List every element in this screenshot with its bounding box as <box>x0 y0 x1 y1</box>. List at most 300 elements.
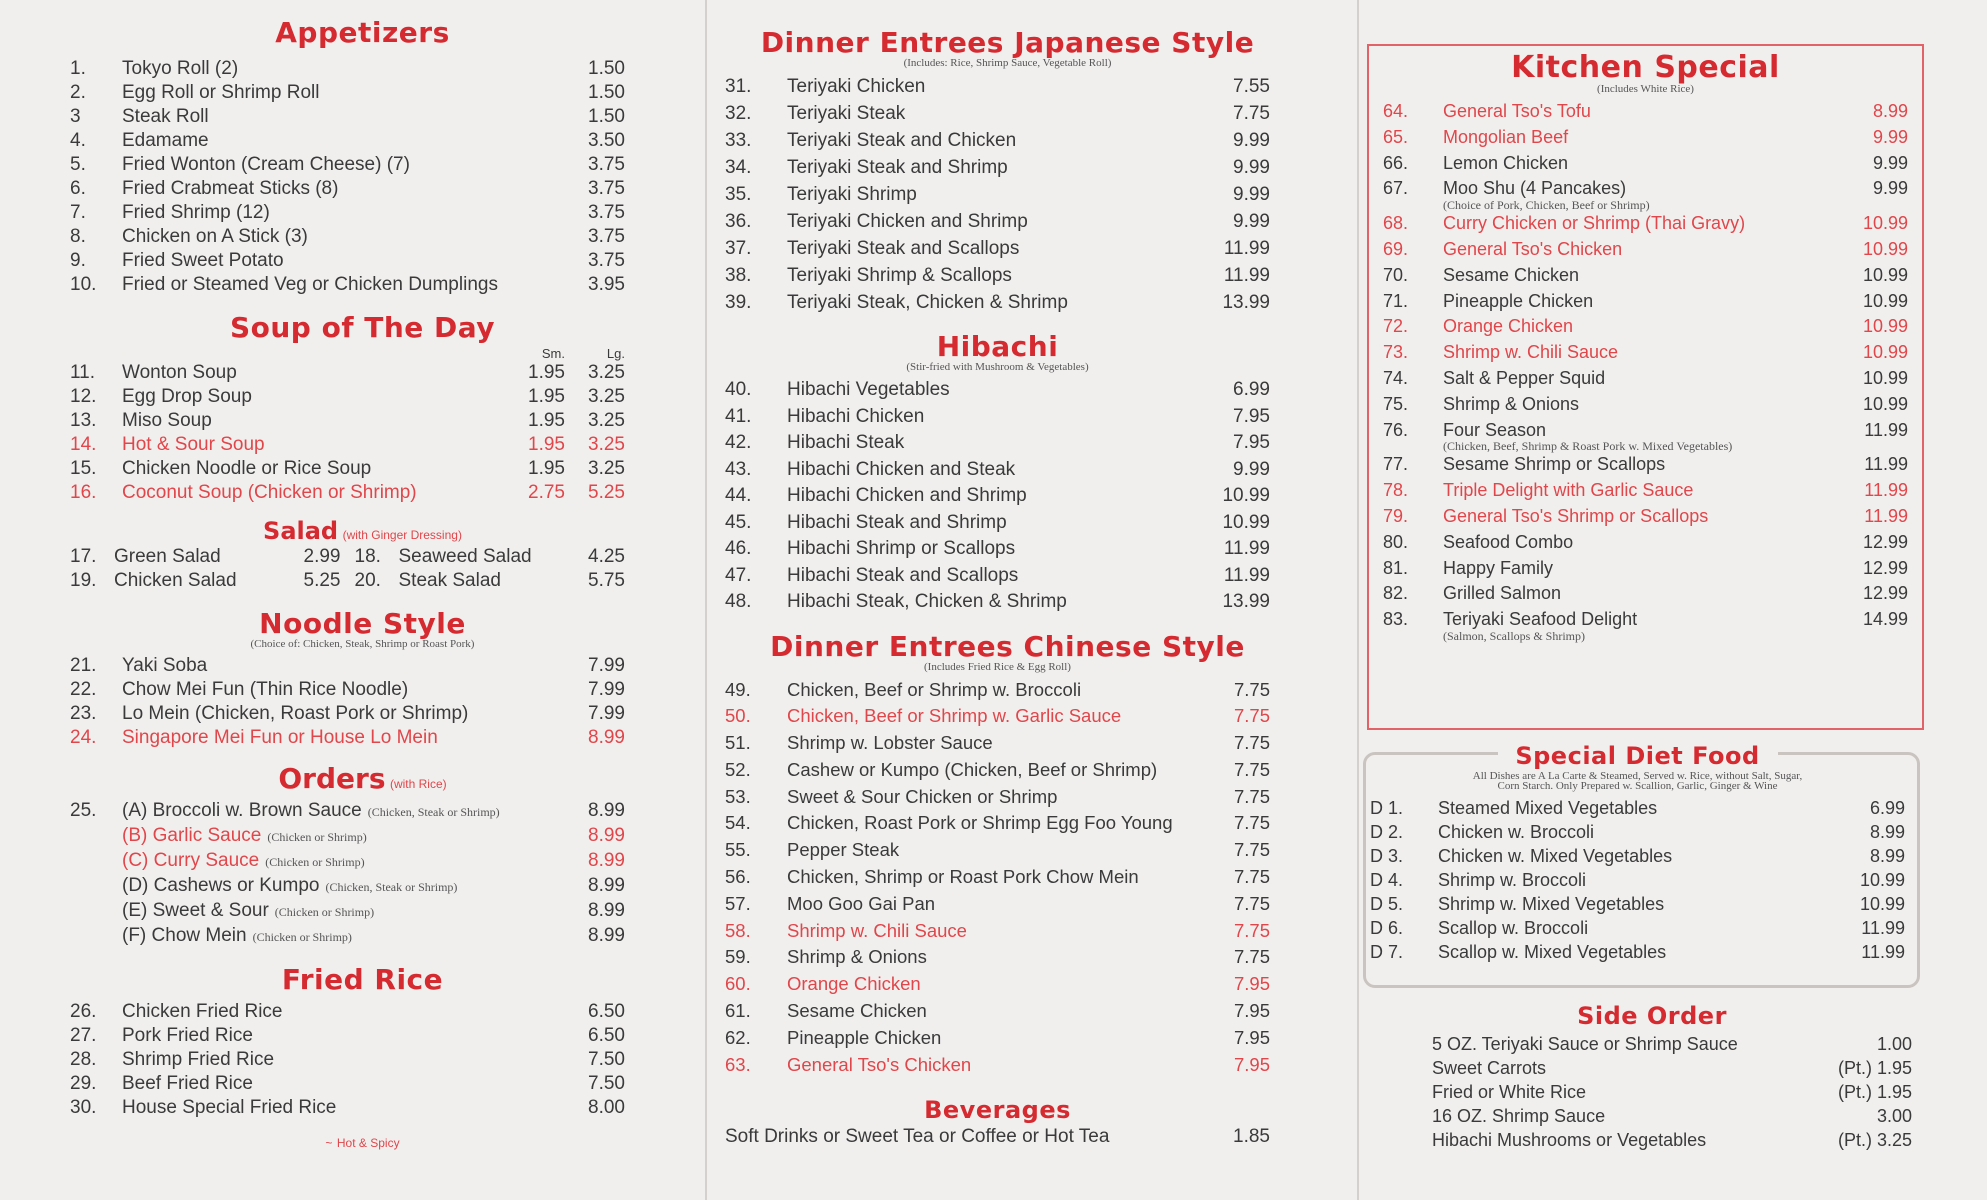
item-name: Pork Fried Rice <box>122 1025 253 1046</box>
noodle-title: Noodle Style <box>259 607 466 640</box>
item-name: Orange Chicken <box>1443 316 1574 337</box>
item-name: (C) Curry Sauce <box>122 850 260 871</box>
menu-item <box>725 837 1270 864</box>
item-name: Coconut Soup (Chicken or Shrimp) <box>122 482 417 503</box>
item-name: Chicken, Beef or Shrimp w. Broccoli <box>787 678 1082 700</box>
order-item <box>70 924 625 949</box>
menu-item <box>1432 1104 1912 1128</box>
item-price: 7.75 <box>1233 103 1270 124</box>
item-price: 9.99 <box>1233 458 1270 480</box>
menu-item <box>70 385 625 409</box>
menu-item <box>70 361 625 385</box>
menu-item <box>1383 366 1908 392</box>
hibachi-note: (Stir-fried with Mushroom & Vegetables) <box>906 361 1089 373</box>
item-number: 18. <box>354 546 381 567</box>
item-price: 7.50 <box>588 1049 625 1070</box>
item-price: 7.95 <box>1233 1053 1270 1075</box>
item-number: 65. <box>1383 126 1409 147</box>
item-number: 10. <box>70 274 97 295</box>
item-name: 16 OZ. Shrimp Sauce <box>1432 1106 1606 1126</box>
salad-note: (with Ginger Dressing) <box>342 528 462 542</box>
menu-item <box>1383 289 1908 315</box>
item-name: Teriyaki Steak and Scallops <box>787 238 1020 259</box>
menu-item <box>70 409 625 433</box>
menu-item <box>1383 504 1908 530</box>
menu-item <box>725 377 1270 404</box>
item-name: Seafood Combo <box>1443 531 1574 552</box>
item-name-wrap <box>122 824 588 849</box>
item-price: 9.99 <box>1233 184 1270 205</box>
menu-item <box>725 457 1270 484</box>
item-number: 51. <box>725 732 751 754</box>
item-price: 7.75 <box>1233 919 1270 941</box>
menu-item <box>1383 263 1908 289</box>
menu-item <box>1370 892 1905 916</box>
menu-item <box>725 864 1270 891</box>
item-price-small: 1.95 <box>528 410 565 431</box>
menu-item <box>70 569 341 593</box>
item-price-large: 3.25 <box>588 410 625 431</box>
menu-item <box>725 208 1270 235</box>
item-price: 1.50 <box>588 82 625 103</box>
item-name: Yaki Soba <box>122 655 208 676</box>
menu-item <box>725 810 1270 837</box>
item-price: 7.95 <box>1233 432 1270 453</box>
menu-item <box>70 1000 625 1024</box>
item-price: (Pt.) 1.95 <box>1837 1058 1912 1078</box>
item-price: 14.99 <box>1862 609 1908 630</box>
item-number: 5. <box>70 154 86 175</box>
item-name: General Tso's Chicken <box>1443 238 1623 259</box>
item-note: (Chicken or Shrimp) <box>274 905 375 919</box>
item-name: Mongolian Beef <box>1443 126 1569 147</box>
item-name: Hibachi Chicken <box>787 405 925 427</box>
item-note: (Chicken, Beef, Shrimp & Roast Pork w. Mixed Vegetables) <box>1443 439 1733 454</box>
item-number: 79. <box>1383 505 1409 526</box>
item-price: 12.99 <box>1862 583 1908 604</box>
beverages-price: 1.85 <box>1233 1126 1270 1148</box>
menu-item <box>725 891 1270 918</box>
item-name: Chicken on A Stick (3) <box>122 226 308 247</box>
item-number: 71. <box>1383 290 1409 311</box>
item-note: (Choice of Pork, Chicken, Beef or Shrimp) <box>1443 198 1650 213</box>
item-name: (E) Sweet & Sour <box>122 900 269 921</box>
item-number: 21. <box>70 655 97 676</box>
diet-list <box>1370 796 1905 964</box>
item-price: 7.75 <box>1233 892 1270 914</box>
item-price: 7.95 <box>1233 1026 1270 1048</box>
item-price: 1.50 <box>588 106 625 127</box>
item-name: Hibachi Chicken and Shrimp <box>787 485 1027 506</box>
kitchen-list <box>1383 99 1908 642</box>
item-name: Hibachi Vegetables <box>787 379 950 400</box>
item-name: Fried Sweet Potato <box>122 250 284 271</box>
item-price: 6.99 <box>1869 798 1905 818</box>
item-number: 73. <box>1383 342 1409 363</box>
fold-line <box>705 0 707 1200</box>
item-price: 10.99 <box>1862 393 1908 414</box>
item-name: Edamame <box>122 130 209 151</box>
item-number: 7. <box>70 202 86 223</box>
item-name: Teriyaki Shrimp & Scallops <box>787 265 1012 286</box>
item-name: Sweet Carrots <box>1432 1058 1547 1078</box>
menu-item <box>1383 581 1908 607</box>
item-number: 11. <box>70 362 96 383</box>
item-name: Hibachi Steak and Shrimp <box>787 511 1007 533</box>
item-price: 3.50 <box>588 130 625 151</box>
item-price: 9.99 <box>1233 157 1270 178</box>
item-price: 9.99 <box>1872 126 1908 147</box>
menu-item <box>725 483 1270 510</box>
item-price: 6.50 <box>588 1001 625 1022</box>
item-name: Chicken, Roast Pork or Shrimp Egg Foo Young <box>787 812 1173 834</box>
item-name: Green Salad <box>114 546 221 567</box>
item-name: General Tso's Shrimp or Scallops <box>1443 505 1709 526</box>
hot-spicy-label: Hot & Spicy <box>336 1136 400 1150</box>
item-price: 9.99 <box>1872 152 1908 173</box>
item-name: Beef Fried Rice <box>122 1073 253 1094</box>
item-name: Chicken Salad <box>114 570 237 591</box>
menu-item <box>1383 556 1908 582</box>
item-number: D 5. <box>1370 894 1404 914</box>
orders-list <box>70 799 625 949</box>
order-item <box>70 799 625 824</box>
item-price: 13.99 <box>1222 591 1270 612</box>
item-price: 3.75 <box>588 250 625 271</box>
menu-item <box>1370 796 1905 820</box>
item-name: Hibachi Mushrooms or Vegetables <box>1432 1130 1707 1150</box>
item-name: Sesame Chicken <box>787 1000 927 1022</box>
item-number: 43. <box>725 458 752 480</box>
item-number: 60. <box>725 973 751 995</box>
item-number: 44. <box>725 485 752 506</box>
item-name: General Tso's Tofu <box>1443 101 1591 121</box>
item-number: 2. <box>70 82 86 103</box>
menu-item <box>725 430 1270 457</box>
menu-item <box>70 1072 625 1096</box>
japanese-note: (Includes: Rice, Shrimp Sauce, Vegetable Roll) <box>903 57 1112 69</box>
item-name: Wonton Soup <box>122 362 237 383</box>
menu-item <box>70 225 625 249</box>
item-name: Hibachi Chicken and Steak <box>787 458 1016 480</box>
item-number: 9. <box>70 250 86 271</box>
item-number: 82. <box>1383 583 1409 604</box>
item-name: Hibachi Steak and Scallops <box>787 564 1019 586</box>
item-number: 4. <box>70 130 86 151</box>
item-number: 77. <box>1383 454 1409 475</box>
soup-list <box>70 361 625 505</box>
item-number: 59. <box>725 946 751 968</box>
menu-item <box>725 510 1270 537</box>
beverages-title: Beverages <box>924 1096 1071 1125</box>
diet-section <box>1370 742 1905 964</box>
menu-item <box>70 545 341 569</box>
item-number: 49. <box>725 678 751 700</box>
item-name: Fried Crabmeat Sticks (8) <box>122 178 339 199</box>
item-number: 48. <box>725 591 752 612</box>
item-number: 40. <box>725 379 752 400</box>
order-item <box>70 899 625 924</box>
item-price-small: 1.95 <box>528 386 565 407</box>
menu-item <box>355 569 626 593</box>
menu-item <box>725 944 1270 971</box>
item-price: 12.99 <box>1862 531 1908 552</box>
item-number: D 4. <box>1370 870 1404 890</box>
item-number: 52. <box>725 758 751 780</box>
item-number: 61. <box>725 1000 751 1022</box>
menu-item <box>70 273 625 297</box>
item-number: 67. <box>1383 178 1409 199</box>
item-number: 75. <box>1383 393 1409 414</box>
menu-item <box>70 433 625 457</box>
menu-item <box>725 784 1270 811</box>
menu-item <box>70 249 625 273</box>
chinese-title: Dinner Entrees Chinese Style <box>770 629 1245 663</box>
middle-column <box>725 0 1270 1148</box>
menu-item <box>70 678 625 702</box>
menu-item <box>70 177 625 201</box>
item-price: 8.99 <box>588 925 625 946</box>
item-note: (Chicken, Steak or Shrimp) <box>367 805 500 819</box>
order-item <box>70 874 625 899</box>
soup-title: Soup of The Day <box>229 311 496 344</box>
item-price-small: 1.95 <box>528 458 565 479</box>
item-number: 57. <box>725 892 751 914</box>
item-price: 8.99 <box>588 850 625 871</box>
menu-item <box>725 971 1270 998</box>
item-price: 7.99 <box>588 703 625 724</box>
menu-item <box>725 536 1270 563</box>
item-price: 10.99 <box>1862 213 1908 234</box>
item-name: Fried Shrimp (12) <box>122 202 270 223</box>
item-number: 19. <box>70 570 97 591</box>
menu-item <box>725 262 1270 289</box>
item-price: 6.50 <box>588 1025 625 1046</box>
item-price: 3.00 <box>1876 1106 1912 1126</box>
item-price: 5.75 <box>588 570 625 591</box>
item-number: 6. <box>70 178 86 199</box>
item-name: Hot & Sour Soup <box>122 434 265 455</box>
beverages-row <box>725 1126 1270 1148</box>
item-price: 11.99 <box>1223 538 1270 559</box>
item-name: Fried or Steamed Veg or Chicken Dumplings <box>122 274 498 295</box>
item-number: 28. <box>70 1049 97 1070</box>
item-price: 11.99 <box>1864 505 1908 526</box>
item-number: 37. <box>725 238 752 259</box>
menu-item <box>70 105 625 129</box>
item-price-small: 1.95 <box>528 362 565 383</box>
item-number: 14. <box>70 434 97 455</box>
item-price: 9.99 <box>1872 178 1908 199</box>
item-number: D 2. <box>1370 822 1404 842</box>
item-note: (Chicken or Shrimp) <box>267 830 367 844</box>
menu-item <box>70 481 625 505</box>
item-price: 8.99 <box>588 727 625 748</box>
menu-item <box>725 1052 1270 1079</box>
item-name: Grilled Salmon <box>1443 583 1562 604</box>
item-number: 29. <box>70 1073 97 1094</box>
item-price: 8.99 <box>1869 822 1905 842</box>
menu-item <box>725 563 1270 590</box>
menu-item <box>70 153 625 177</box>
item-note: (Salmon, Scallops & Shrimp) <box>1443 628 1585 643</box>
menu-item <box>725 181 1270 208</box>
item-price: 7.75 <box>1233 705 1270 727</box>
item-name: Teriyaki Seafood Delight <box>1443 609 1638 630</box>
noodle-note: (Choice of: Chicken, Steak, Shrimp or Roast Pork) <box>250 638 475 650</box>
item-name: Teriyaki Steak, Chicken & Shrimp <box>787 292 1068 313</box>
item-name: Singapore Mei Fun or House Lo Mein <box>122 727 438 748</box>
item-name: Sesame Chicken <box>1443 264 1580 285</box>
item-number: D 7. <box>1370 942 1404 962</box>
soup-col-lg: Lg. <box>606 346 625 361</box>
menu-item <box>1432 1128 1912 1152</box>
item-number: 13. <box>70 410 97 431</box>
item-price: 8.00 <box>588 1097 625 1118</box>
item-name: Shrimp w. Lobster Sauce <box>787 732 993 754</box>
item-number: 12. <box>70 386 97 407</box>
item-number: 46. <box>725 538 752 559</box>
menu-item <box>70 57 625 81</box>
item-price: 3.75 <box>588 154 625 175</box>
item-price: 7.95 <box>1233 973 1270 995</box>
item-number: 33. <box>725 130 752 151</box>
item-price: 3.75 <box>588 226 625 247</box>
soup-col-sm: Sm. <box>541 346 565 361</box>
item-number: 78. <box>1383 480 1409 501</box>
side-title: Side Order <box>1577 1002 1727 1030</box>
appetizers-title: Appetizers <box>275 16 450 49</box>
item-price: 7.75 <box>1233 785 1270 807</box>
menu-item <box>725 154 1270 181</box>
item-note: (Chicken, Steak or Shrimp) <box>325 880 458 894</box>
side-list <box>1432 1032 1912 1152</box>
item-number: 76. <box>1383 419 1409 440</box>
item-name: Cashew or Kumpo (Chicken, Beef or Shrimp) <box>787 758 1158 780</box>
item-price: 10.99 <box>1859 870 1905 890</box>
menu-item <box>1432 1080 1912 1104</box>
item-number: 8. <box>70 226 86 247</box>
item-number: 22. <box>70 679 97 700</box>
diet-title: Special Diet Food <box>1498 742 1778 770</box>
item-name: Hibachi Steak <box>787 432 905 453</box>
item-name: Shrimp w. Broccoli <box>1438 870 1587 890</box>
item-name: Sweet & Sour Chicken or Shrimp <box>787 785 1058 807</box>
item-price: 13.99 <box>1222 292 1270 313</box>
item-price: 7.95 <box>1233 405 1270 427</box>
fried-rice-title: Fried Rice <box>281 963 444 996</box>
chinese-list <box>725 677 1270 1079</box>
item-number: 50. <box>725 705 751 727</box>
item-price-small: 1.95 <box>528 434 565 455</box>
menu-item <box>70 726 625 750</box>
menu-item <box>725 998 1270 1025</box>
menu-item <box>1383 211 1908 237</box>
item-price: 7.75 <box>1233 839 1270 861</box>
item-price: 10.99 <box>1862 290 1908 311</box>
item-price: 5.25 <box>303 570 341 591</box>
item-price: 10.99 <box>1862 238 1908 259</box>
item-name: (D) Cashews or Kumpo <box>122 875 320 896</box>
menu-item <box>70 1096 625 1120</box>
menu-item <box>725 404 1270 431</box>
item-price: 8.99 <box>1872 101 1908 121</box>
item-price: 7.95 <box>1233 1000 1270 1022</box>
chili-icon: ~ <box>325 1136 333 1150</box>
item-price: 6.99 <box>1233 379 1270 400</box>
item-name: Sesame Shrimp or Scallops <box>1443 454 1666 475</box>
item-name: Salt & Pepper Squid <box>1443 367 1606 388</box>
hot-spicy-legend <box>100 1134 625 1152</box>
item-price: 1.50 <box>588 58 625 79</box>
item-number: 72. <box>1383 316 1409 337</box>
item-price: 7.75 <box>1233 812 1270 834</box>
menu-item <box>70 81 625 105</box>
left-column <box>70 0 625 1152</box>
item-price: 2.99 <box>303 546 341 567</box>
item-price: 10.99 <box>1222 485 1270 506</box>
item-number: 26. <box>70 1001 97 1022</box>
item-number: 64. <box>1383 101 1409 121</box>
order-item <box>70 849 625 874</box>
item-name: Four Season <box>1443 419 1547 440</box>
item-price: 8.99 <box>588 825 625 846</box>
item-name: Teriyaki Steak and Shrimp <box>787 157 1008 178</box>
item-name: House Special Fried Rice <box>122 1097 337 1118</box>
item-number: 69. <box>1383 238 1409 259</box>
item-price: 8.99 <box>588 900 625 921</box>
item-number: 53. <box>725 785 751 807</box>
item-name: General Tso's Chicken <box>787 1053 972 1075</box>
item-name: Hibachi Steak, Chicken & Shrimp <box>787 591 1067 612</box>
item-name: Fried or White Rice <box>1432 1082 1587 1102</box>
item-number: 36. <box>725 211 752 232</box>
menu-item <box>70 1024 625 1048</box>
item-price: 7.75 <box>1233 732 1270 754</box>
menu-item <box>1383 99 1908 125</box>
item-number: 70. <box>1383 264 1409 285</box>
item-number: 66. <box>1383 152 1409 173</box>
item-name: Lo Mein (Chicken, Roast Pork or Shrimp) <box>122 703 469 724</box>
item-number: 34. <box>725 157 752 178</box>
item-name: Chicken, Beef or Shrimp w. Garlic Sauce <box>787 705 1122 727</box>
item-price: 10.99 <box>1862 316 1908 337</box>
item-number: D 1. <box>1370 798 1404 818</box>
item-number: 80. <box>1383 531 1409 552</box>
item-price: 9.99 <box>1233 130 1270 151</box>
menu-item <box>1370 940 1905 964</box>
fried-rice-list <box>70 1000 625 1120</box>
menu-item <box>1370 844 1905 868</box>
item-price: 10.99 <box>1222 511 1270 533</box>
menu-item <box>1383 125 1908 151</box>
item-price: (Pt.) 3.25 <box>1837 1130 1912 1150</box>
item-name-wrap <box>122 799 588 824</box>
item-price: 7.75 <box>1233 866 1270 888</box>
item-price: (Pt.) 1.95 <box>1837 1082 1912 1102</box>
item-price-large: 5.25 <box>588 482 625 503</box>
menu-item <box>725 730 1270 757</box>
item-name: Teriyaki Chicken <box>787 76 926 97</box>
item-number: 56. <box>725 866 751 888</box>
item-price-large: 3.25 <box>588 458 625 479</box>
item-name: Shrimp & Onions <box>1443 393 1580 414</box>
item-name-wrap <box>122 849 588 874</box>
item-name: Fried Wonton (Cream Cheese) (7) <box>122 154 410 175</box>
item-number: 35. <box>725 184 752 205</box>
item-number: 16. <box>70 482 97 503</box>
menu-item <box>1370 916 1905 940</box>
